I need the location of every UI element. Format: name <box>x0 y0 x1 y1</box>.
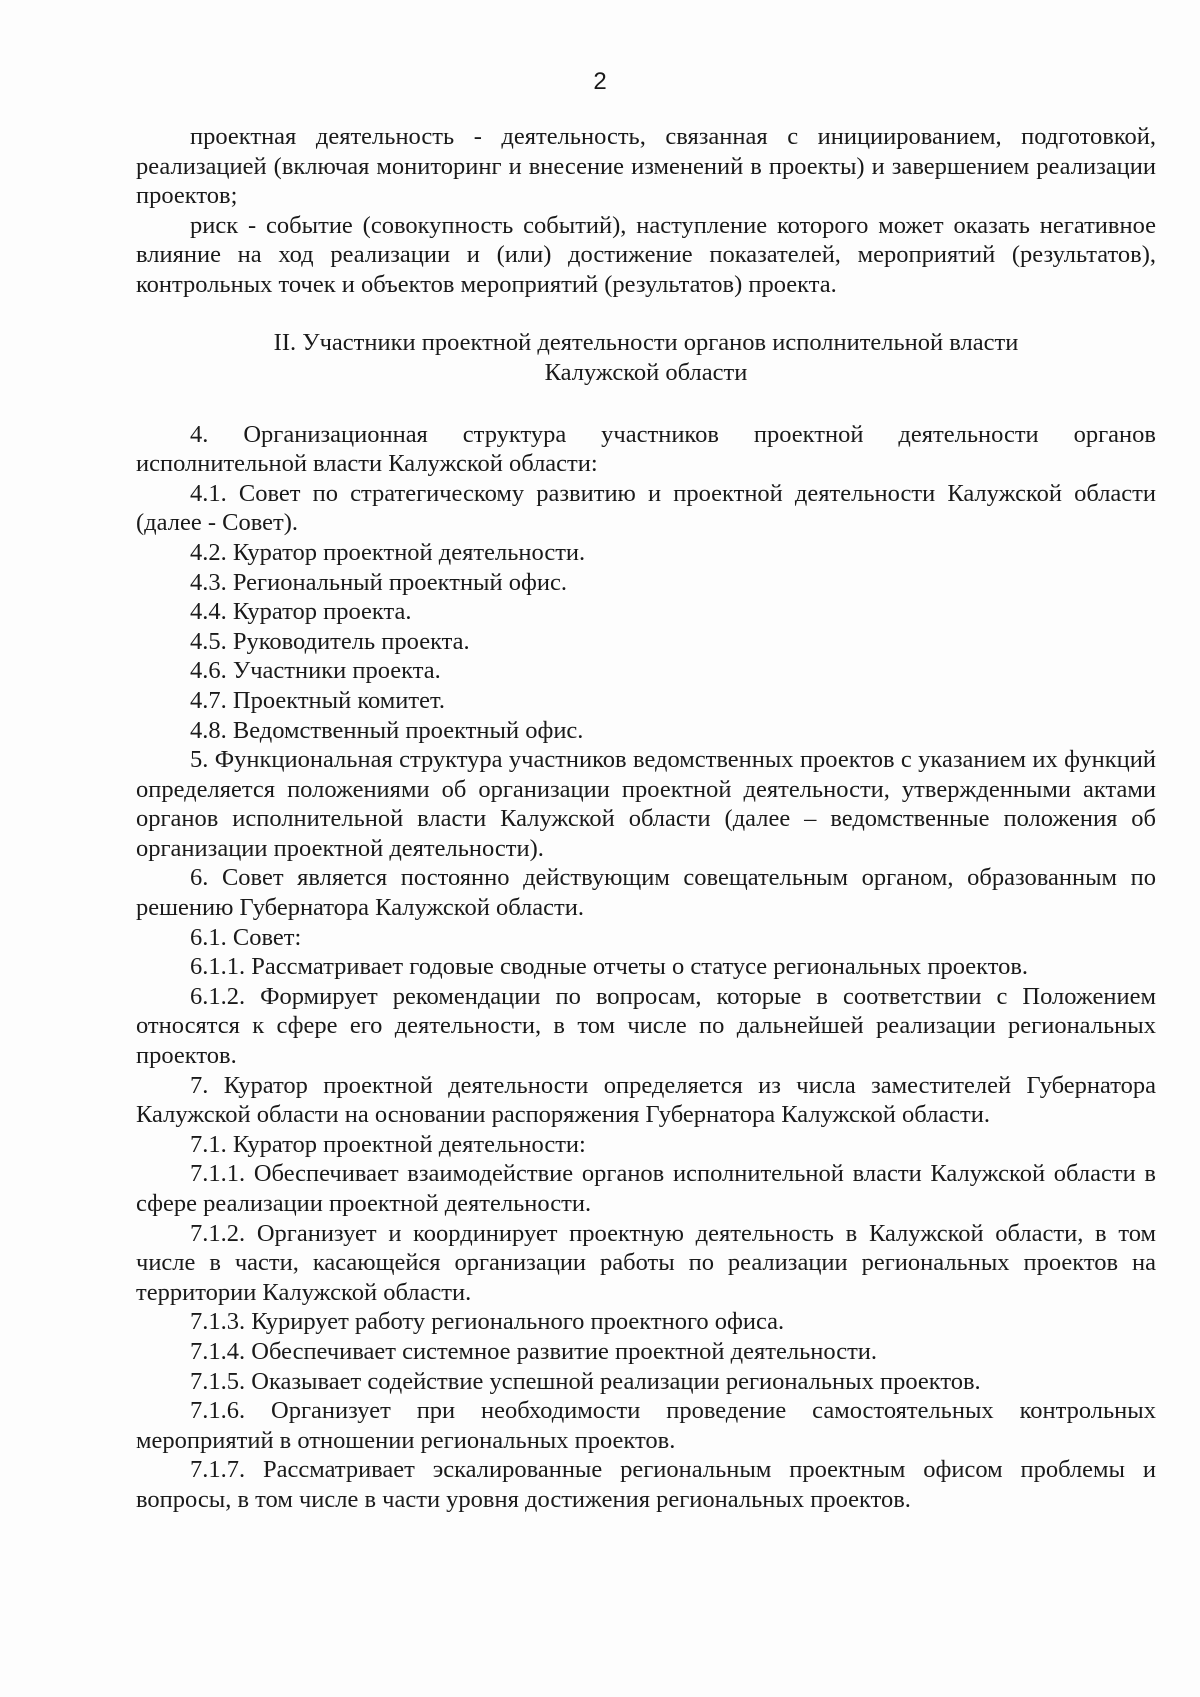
paragraph-7-1-6: 7.1.6. Организует при необходимости проведение самостоятельных контрольных мероприятий в отношении региональных проектов. <box>136 1397 1156 1454</box>
paragraph-4-4: 4.4. Куратор проекта. <box>190 598 412 626</box>
paragraph-7-1-7: 7.1.7. Рассматривает эскалированные региональным проектным офисом проблемы и вопросы, в том числе в части уровня достижения региональных проектов. <box>136 1456 1156 1513</box>
paragraph-6-1-1: 6.1.1. Рассматривает годовые сводные отчеты о статусе региональных проектов. <box>190 953 1029 981</box>
section-heading <box>136 328 1156 388</box>
paragraph-4-3: 4.3. Региональный проектный офис. <box>190 568 567 596</box>
paragraph-4-5: 4.5. Руководитель проекта. <box>190 627 470 655</box>
paragraph-4-6: 4.6. Участники проекта. <box>190 657 441 685</box>
paragraph-7-1-1: 7.1.1. Обеспечивает взаимодействие органов исполнительной власти Калужской области в сфере реализации проектной деятельности. <box>136 1160 1156 1217</box>
paragraph-7-1-5: 7.1.5. Оказывает содействие успешной реализации региональных проектов. <box>190 1367 981 1395</box>
document-body <box>136 122 1156 1515</box>
paragraph-6-1: 6.1. Совет: <box>190 923 302 951</box>
paragraph-7-1-2: 7.1.2. Организует и координирует проектную деятельность в Калужской области, в том числе в части, касающейся организации работы по реализации региональных проектов на территории Калужской области. <box>136 1219 1156 1306</box>
page-number: 2 <box>593 68 607 95</box>
paragraph-7: 7. Куратор проектной деятельности определяется из числа заместителей Губернатора Калужской области на основании распоряжения Губернатора Калужской области. <box>136 1071 1156 1129</box>
paragraph-7-1: 7.1. Куратор проектной деятельности: <box>190 1130 586 1158</box>
paragraph-6-1-2: 6.1.2. Формирует рекомендации по вопросам, которые в соответствии с Положением относятся к сфере его деятельности, в том числе по дальнейшей реализации региональных проектов. <box>136 982 1156 1070</box>
paragraph-4-7: 4.7. Проектный комитет. <box>190 686 445 714</box>
paragraph-4: 4. Организационная структура участников проектной деятельности органов исполнительной власти Калужской области: <box>136 420 1156 478</box>
paragraph-4-8: 4.8. Ведомственный проектный офис. <box>190 716 584 744</box>
paragraph-4-2: 4.2. Куратор проектной деятельности. <box>190 538 586 566</box>
paragraph-6: 6. Совет является постоянно действующим совещательным органом, образованным по решению Губернатора Калужской области. <box>136 864 1156 922</box>
section-heading-line-1: II. Участники проектной деятельности органов исполнительной власти <box>273 328 1019 356</box>
paragraph-definition-project-activity: проектная деятельность - деятельность, связанная с инициированием, подготовкой, реализацией (включая мониторинг и внесение изменений в проекты) и завершением реализации проектов; <box>136 123 1156 210</box>
section-heading-line-2: Калужской области <box>544 358 748 386</box>
paragraph-4-1: 4.1. Совет по стратегическому развитию и проектной деятельности Калужской области (далее - Совет). <box>136 479 1156 537</box>
paragraph-5: 5. Функциональная структура участников ведомственных проектов с указанием их функций определяется положениями об организации проектной деятельности, утвержденными актами органов исполнительной власти Калужской области (далее – ведомственные положения об организации проектной деятельности). <box>136 746 1156 862</box>
paragraph-7-1-3: 7.1.3. Курирует работу регионального проектного офиса. <box>190 1308 785 1336</box>
paragraph-7-1-4: 7.1.4. Обеспечивает системное развитие проектной деятельности. <box>190 1337 878 1365</box>
paragraph-definition-risk: риск - событие (совокупность событий), наступление которого может оказать негативное влияние на ход реализации и (или) достижение показателей, мероприятий (результатов), контрольных точек и объектов мероприятий (результатов) проекта. <box>136 211 1156 298</box>
